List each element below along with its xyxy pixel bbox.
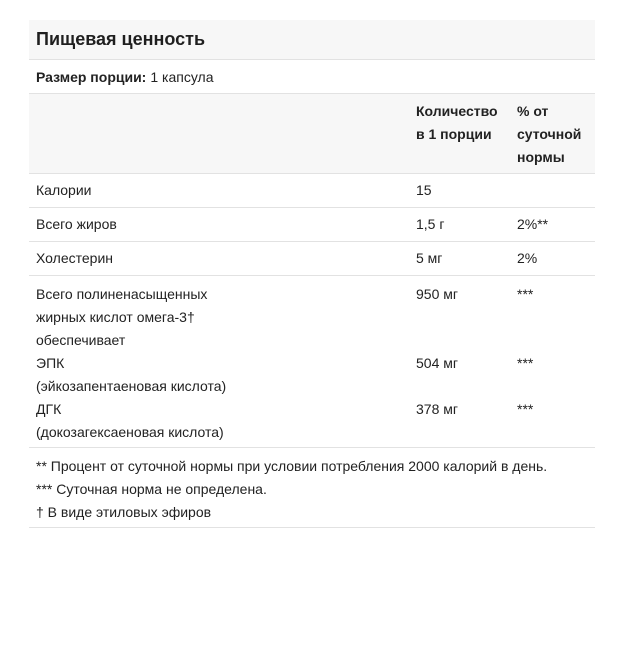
footnotes bbox=[29, 448, 595, 528]
nutrient-daily-value: *** bbox=[517, 401, 534, 417]
nutrient-amount: 1,5 г bbox=[416, 216, 445, 232]
footnote: *** Суточная норма не определена. bbox=[36, 481, 267, 497]
nutrient-daily-value: *** bbox=[517, 286, 534, 302]
table-row bbox=[29, 174, 595, 208]
nutrient-daily-value: 2%** bbox=[517, 216, 549, 232]
nutrient-daily-value: *** bbox=[517, 355, 534, 371]
nutrient-amount: 504 мг bbox=[416, 355, 458, 371]
serving-size-value: 1 капсула bbox=[150, 68, 214, 85]
panel-title: Пищевая ценность bbox=[29, 20, 595, 60]
table-row bbox=[29, 208, 595, 242]
serving-size-label: Размер порции: bbox=[36, 68, 147, 85]
nutrient-amount: 5 мг bbox=[416, 250, 443, 266]
footnote: † В виде этиловых эфиров bbox=[36, 504, 212, 520]
nutrition-facts-panel bbox=[29, 20, 595, 528]
table-row bbox=[29, 242, 595, 276]
nutrient-name: ДГК (докозагексаеновая кислота) bbox=[36, 401, 224, 440]
nutrient-name: Всего жиров bbox=[36, 216, 117, 232]
amount-column-header: Количество в 1 порции bbox=[416, 103, 498, 142]
omega-3-row bbox=[29, 276, 595, 448]
footnote: ** Процент от суточной нормы при условии потребления 2000 калорий в день. bbox=[36, 458, 548, 474]
nutrient-name: ЭПК (эйкозапентаеновая кислота) bbox=[36, 355, 227, 394]
nutrient-name: Всего полиненасыщенных жирных кислот омега-3† обеспечивает bbox=[36, 286, 208, 348]
nutrient-daily-value: 2% bbox=[517, 250, 538, 266]
nutrient-name: Калории bbox=[36, 182, 92, 198]
nutrient-amount: 15 bbox=[416, 182, 432, 198]
nutrient-amount: 950 мг bbox=[416, 286, 458, 302]
nutrient-name: Холестерин bbox=[36, 250, 113, 266]
daily-value-column-header: % от суточной нормы bbox=[517, 103, 582, 165]
table-header bbox=[29, 94, 595, 174]
serving-size bbox=[29, 60, 595, 94]
nutrient-amount: 378 мг bbox=[416, 401, 458, 417]
